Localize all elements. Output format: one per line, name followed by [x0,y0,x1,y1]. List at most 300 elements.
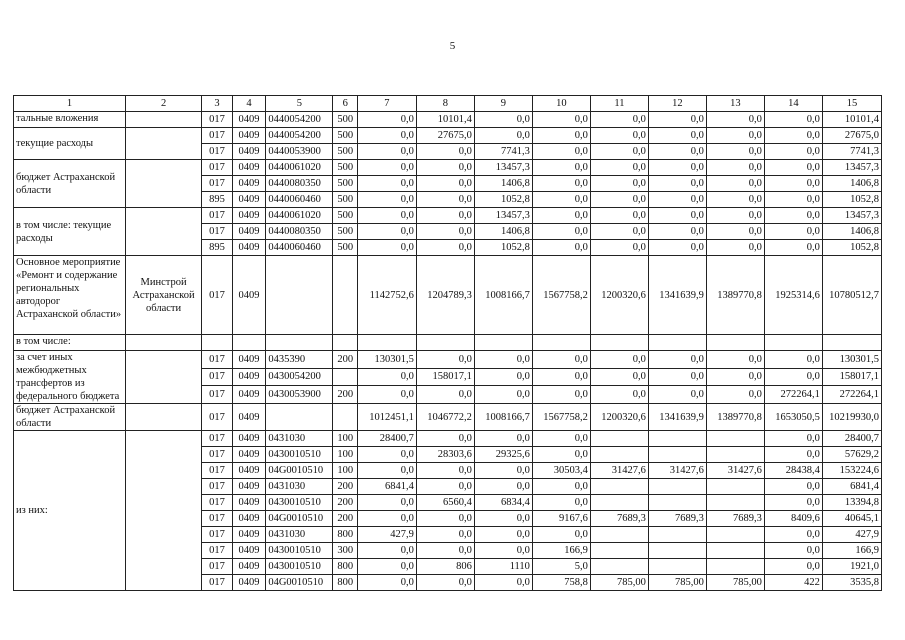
year-value [648,479,706,495]
year-value [706,559,764,575]
year-value: 0,0 [357,368,416,386]
year-value: 7689,3 [706,511,764,527]
expense-type-code: 800 [333,575,357,591]
year-value [474,335,532,351]
target-article-code [266,404,333,431]
year-value: 7741,3 [474,144,532,160]
year-value: 0,0 [357,386,416,404]
row-executor [125,335,201,351]
year-value: 0,0 [532,527,590,543]
section-code: 0409 [232,575,266,591]
grbs-code: 017 [202,404,233,431]
table-row [14,431,882,447]
year-value [590,447,648,463]
year-value: 0,0 [474,575,532,591]
year-value [706,543,764,559]
grbs-code: 895 [202,240,233,256]
row-description: текущие расходы [14,128,126,160]
year-value [648,431,706,447]
year-value: 0,0 [357,176,416,192]
year-value: 0,0 [416,386,474,404]
year-value: 0,0 [590,192,648,208]
year-value: 0,0 [706,128,764,144]
year-value: 130301,5 [357,351,416,369]
year-value: 0,0 [764,192,822,208]
section-code: 0409 [232,447,266,463]
year-value: 0,0 [416,160,474,176]
year-value: 7689,3 [590,511,648,527]
year-value [648,447,706,463]
year-value: 30503,4 [532,463,590,479]
row-executor [125,431,201,591]
year-value: 0,0 [590,160,648,176]
year-value: 0,0 [764,495,822,511]
year-value: 0,0 [532,447,590,463]
table-row [14,351,882,369]
year-value [590,479,648,495]
grbs-code: 017 [202,176,233,192]
column-number-9: 9 [474,96,532,112]
column-number-2: 2 [125,96,201,112]
expense-type-code: 500 [333,176,357,192]
column-number-7: 7 [357,96,416,112]
target-article-code: 0440054200 [266,128,333,144]
total-value: 13457,3 [822,208,881,224]
row-description: тальные вложения [14,112,126,128]
year-value: 158017,1 [416,368,474,386]
section-code: 0409 [232,404,266,431]
table-row [14,256,882,335]
year-value [590,431,648,447]
year-value: 0,0 [764,160,822,176]
row-description: бюджет Астраханской области [14,160,126,208]
year-value [706,447,764,463]
expense-type-code [333,368,357,386]
expense-type-code: 500 [333,128,357,144]
year-value: 0,0 [764,559,822,575]
year-value: 0,0 [532,240,590,256]
row-executor [125,351,201,404]
year-value: 0,0 [764,368,822,386]
year-value: 806 [416,559,474,575]
year-value: 0,0 [648,112,706,128]
year-value: 0,0 [706,112,764,128]
year-value: 1012451,1 [357,404,416,431]
total-value: 10101,4 [822,112,881,128]
column-number-row [14,96,882,112]
grbs-code: 017 [202,112,233,128]
year-value [706,527,764,543]
expense-type-code: 500 [333,224,357,240]
row-executor [125,404,201,431]
expense-type-code: 200 [333,479,357,495]
year-value: 0,0 [648,176,706,192]
grbs-code: 017 [202,144,233,160]
year-value: 1653050,5 [764,404,822,431]
year-value: 31427,6 [706,463,764,479]
section-code: 0409 [232,208,266,224]
expense-type-code: 100 [333,463,357,479]
column-number-15: 15 [822,96,881,112]
expense-type-code [333,335,357,351]
year-value: 0,0 [764,447,822,463]
year-value [706,495,764,511]
year-value: 0,0 [764,144,822,160]
expense-type-code: 200 [333,495,357,511]
year-value: 0,0 [764,112,822,128]
section-code: 0409 [232,543,266,559]
year-value: 0,0 [706,240,764,256]
table-row [14,404,882,431]
year-value: 1052,8 [474,240,532,256]
total-value: 13457,3 [822,160,881,176]
year-value: 0,0 [648,240,706,256]
year-value [764,335,822,351]
expense-type-code: 500 [333,144,357,160]
year-value: 13457,3 [474,160,532,176]
year-value: 758,8 [532,575,590,591]
grbs-code: 017 [202,463,233,479]
grbs-code: 017 [202,256,233,335]
target-article-code: 0430053900 [266,386,333,404]
column-number-1: 1 [14,96,126,112]
year-value: 0,0 [648,208,706,224]
total-value: 6841,4 [822,479,881,495]
year-value: 0,0 [357,495,416,511]
grbs-code: 017 [202,575,233,591]
expense-type-code: 500 [333,160,357,176]
section-code: 0409 [232,511,266,527]
year-value: 0,0 [706,224,764,240]
column-number-4: 4 [232,96,266,112]
year-value: 0,0 [357,128,416,144]
grbs-code: 017 [202,208,233,224]
section-code: 0409 [232,559,266,575]
expense-type-code: 500 [333,240,357,256]
year-value: 0,0 [357,559,416,575]
year-value: 0,0 [764,431,822,447]
year-value: 0,0 [416,543,474,559]
row-executor [125,208,201,256]
expense-type-code: 100 [333,431,357,447]
total-value: 158017,1 [822,368,881,386]
year-value: 0,0 [532,386,590,404]
target-article-code: 0430054200 [266,368,333,386]
expense-type-code: 500 [333,112,357,128]
target-article-code: 0440060460 [266,240,333,256]
column-number-3: 3 [202,96,233,112]
year-value: 1389770,8 [706,256,764,335]
section-code: 0409 [232,431,266,447]
target-article-code: 0435390 [266,351,333,369]
year-value: 0,0 [648,144,706,160]
grbs-code: 017 [202,447,233,463]
year-value: 31427,6 [648,463,706,479]
year-value [590,495,648,511]
row-executor [125,112,201,128]
target-article-code: 0440053900 [266,144,333,160]
row-description: из них: [14,431,126,591]
year-value: 0,0 [357,224,416,240]
year-value: 1142752,6 [357,256,416,335]
target-article-code: 0430010510 [266,447,333,463]
year-value: 0,0 [474,386,532,404]
year-value: 0,0 [357,160,416,176]
grbs-code: 017 [202,479,233,495]
target-article-code: 0431030 [266,431,333,447]
year-value: 0,0 [532,368,590,386]
grbs-code [202,335,233,351]
expense-type-code [333,404,357,431]
column-number-10: 10 [532,96,590,112]
target-article-code: 04G0010510 [266,575,333,591]
target-article-code: 0430010510 [266,495,333,511]
year-value: 0,0 [706,386,764,404]
row-description: в том числе: текущие расходы [14,208,126,256]
year-value [416,335,474,351]
year-value [648,543,706,559]
year-value: 0,0 [590,224,648,240]
year-value: 0,0 [416,208,474,224]
year-value: 0,0 [532,208,590,224]
year-value: 1406,8 [474,224,532,240]
section-code: 0409 [232,463,266,479]
year-value [648,527,706,543]
section-code: 0409 [232,386,266,404]
year-value: 0,0 [706,351,764,369]
year-value: 0,0 [416,351,474,369]
total-value: 1406,8 [822,176,881,192]
expense-type-code: 200 [333,386,357,404]
total-value: 10219930,0 [822,404,881,431]
grbs-code: 017 [202,368,233,386]
year-value: 0,0 [416,463,474,479]
grbs-code: 017 [202,543,233,559]
grbs-code: 017 [202,527,233,543]
year-value: 6560,4 [416,495,474,511]
year-value: 0,0 [357,112,416,128]
year-value [706,431,764,447]
year-value: 31427,6 [590,463,648,479]
section-code: 0409 [232,144,266,160]
year-value: 0,0 [532,160,590,176]
year-value: 0,0 [357,192,416,208]
year-value: 0,0 [648,192,706,208]
year-value [706,335,764,351]
grbs-code: 017 [202,386,233,404]
expense-type-code [333,256,357,335]
year-value: 0,0 [474,431,532,447]
grbs-code: 017 [202,495,233,511]
year-value: 1200320,6 [590,404,648,431]
target-article-code: 04G0010510 [266,463,333,479]
year-value: 0,0 [764,527,822,543]
grbs-code: 017 [202,160,233,176]
year-value: 0,0 [590,386,648,404]
year-value: 10101,4 [416,112,474,128]
target-article-code: 0430010510 [266,543,333,559]
year-value: 0,0 [357,575,416,591]
year-value: 0,0 [764,351,822,369]
column-number-6: 6 [333,96,357,112]
grbs-code: 017 [202,431,233,447]
year-value: 1110 [474,559,532,575]
section-code: 0409 [232,527,266,543]
year-value: 0,0 [416,431,474,447]
year-value: 0,0 [357,208,416,224]
year-value: 0,0 [590,240,648,256]
year-value: 0,0 [532,112,590,128]
year-value: 0,0 [416,527,474,543]
section-code: 0409 [232,368,266,386]
column-number-5: 5 [266,96,333,112]
year-value: 0,0 [764,208,822,224]
column-number-13: 13 [706,96,764,112]
row-description: за счет иных межбюджетных трансфертов из федерального бюджета [14,351,126,404]
section-code: 0409 [232,112,266,128]
table-row [14,208,882,224]
section-code: 0409 [232,495,266,511]
year-value: 427,9 [357,527,416,543]
year-value: 27675,0 [416,128,474,144]
row-description: бюджет Астраханской области [14,404,126,431]
target-article-code: 0440080350 [266,224,333,240]
expense-type-code: 500 [333,208,357,224]
target-article-code: 0440080350 [266,176,333,192]
expense-type-code: 800 [333,527,357,543]
total-value: 153224,6 [822,463,881,479]
year-value: 0,0 [532,128,590,144]
expense-type-code: 200 [333,351,357,369]
year-value: 28303,6 [416,447,474,463]
target-article-code: 0440054200 [266,112,333,128]
column-number-12: 12 [648,96,706,112]
year-value: 29325,6 [474,447,532,463]
section-code: 0409 [232,176,266,192]
budget-table [13,95,882,591]
year-value: 0,0 [416,479,474,495]
year-value [590,527,648,543]
grbs-code: 017 [202,559,233,575]
target-article-code: 0431030 [266,479,333,495]
row-description: в том числе: [14,335,126,351]
year-value: 0,0 [474,368,532,386]
year-value: 8409,6 [764,511,822,527]
year-value: 0,0 [474,543,532,559]
year-value: 0,0 [706,160,764,176]
year-value: 0,0 [357,144,416,160]
year-value: 0,0 [357,447,416,463]
column-number-11: 11 [590,96,648,112]
year-value [706,479,764,495]
column-number-8: 8 [416,96,474,112]
year-value: 1052,8 [474,192,532,208]
year-value: 0,0 [532,224,590,240]
target-article-code: 04G0010510 [266,511,333,527]
section-code [232,335,266,351]
year-value: 9167,6 [532,511,590,527]
year-value [648,495,706,511]
year-value: 1341639,9 [648,256,706,335]
year-value: 166,9 [532,543,590,559]
target-article-code: 0430010510 [266,559,333,575]
section-code: 0409 [232,240,266,256]
year-value: 1046772,2 [416,404,474,431]
section-code: 0409 [232,160,266,176]
year-value: 0,0 [706,144,764,160]
year-value: 0,0 [648,351,706,369]
year-value [648,559,706,575]
expense-type-code: 200 [333,511,357,527]
total-value: 10780512,7 [822,256,881,335]
section-code: 0409 [232,479,266,495]
year-value: 272264,1 [764,386,822,404]
year-value: 0,0 [474,463,532,479]
section-code: 0409 [232,192,266,208]
year-value: 1389770,8 [706,404,764,431]
row-description: Основное мероприятие «Ремонт и содержание региональных автодорог Астраханской области» [14,256,126,335]
year-value: 422 [764,575,822,591]
year-value: 0,0 [706,192,764,208]
year-value: 0,0 [532,144,590,160]
year-value: 0,0 [648,224,706,240]
expense-type-code: 300 [333,543,357,559]
year-value: 0,0 [532,351,590,369]
total-value: 3535,8 [822,575,881,591]
year-value: 0,0 [648,368,706,386]
year-value: 13457,3 [474,208,532,224]
year-value: 1204789,3 [416,256,474,335]
year-value: 0,0 [532,495,590,511]
grbs-code: 895 [202,192,233,208]
year-value: 0,0 [532,192,590,208]
year-value: 0,0 [357,240,416,256]
total-value: 1052,8 [822,192,881,208]
year-value: 0,0 [764,479,822,495]
target-article-code: 0440061020 [266,208,333,224]
year-value: 0,0 [532,176,590,192]
year-value: 0,0 [706,176,764,192]
year-value: 0,0 [590,351,648,369]
year-value: 0,0 [648,128,706,144]
table-row [14,112,882,128]
total-value: 27675,0 [822,128,881,144]
year-value: 0,0 [590,128,648,144]
year-value [590,543,648,559]
year-value: 0,0 [474,511,532,527]
table-row [14,128,882,144]
year-value: 0,0 [474,479,532,495]
year-value: 1008166,7 [474,256,532,335]
total-value: 28400,7 [822,431,881,447]
year-value: 6841,4 [357,479,416,495]
year-value: 0,0 [764,240,822,256]
total-value: 427,9 [822,527,881,543]
section-code: 0409 [232,224,266,240]
year-value: 0,0 [416,224,474,240]
year-value: 0,0 [416,192,474,208]
year-value [590,335,648,351]
year-value: 785,00 [706,575,764,591]
total-value: 1921,0 [822,559,881,575]
year-value: 0,0 [764,176,822,192]
year-value: 0,0 [532,479,590,495]
year-value: 0,0 [474,112,532,128]
year-value: 0,0 [357,511,416,527]
year-value: 0,0 [590,176,648,192]
year-value: 0,0 [590,112,648,128]
year-value [648,335,706,351]
